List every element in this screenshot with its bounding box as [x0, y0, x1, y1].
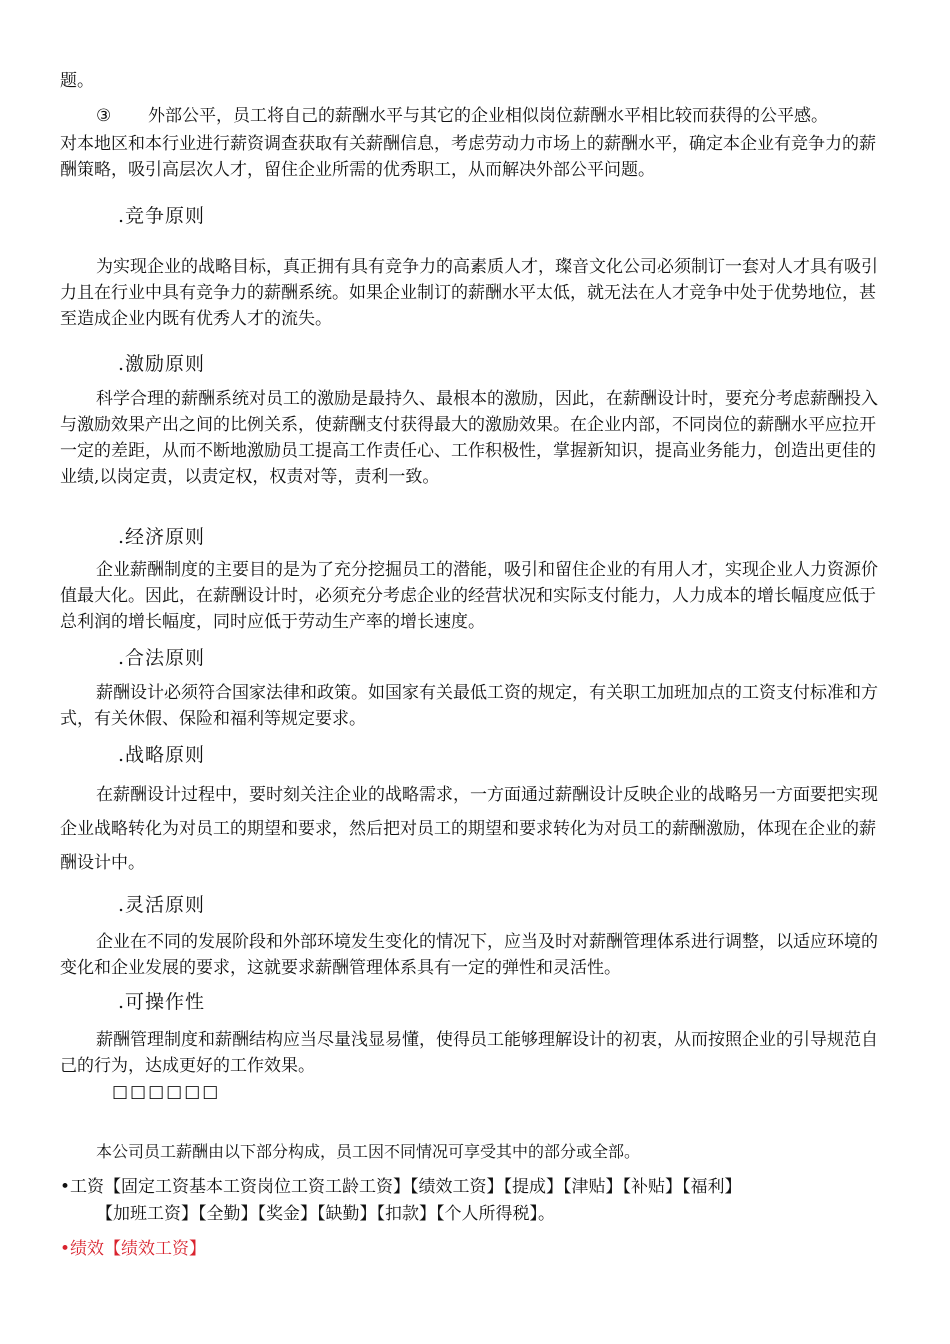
- fair-paragraph: 对本地区和本行业进行薪资调查获取有关薪酬信息，考虑劳动力市场上的薪酬水平，确定本企业有竞争力的薪酬策略，吸引高层次人才，留住企业所需的优秀职工，从而解决外部公平问题。: [60, 134, 876, 180]
- bullet-wage: •工资【固定工资基本工资岗位工资工龄工资】【绩效工资】【提成】【津贴】【补贴】【福利】: [60, 1177, 742, 1197]
- section-body: 企业薪酬制度的主要目的是为了充分挖掘员工的潜能，吸引和留住企业的有用人才，实现企业人力资源价值最大化。因此，在薪酬设计时，必须充分考虑企业的经营状况和实际支付能力，人力成本的增长幅度应低于总利润的增长幅度，同时应低于劳动生产率的增长速度。: [60, 560, 878, 632]
- top-fragment: 题。: [60, 71, 94, 91]
- section-body: 为实现企业的战略目标，真正拥有具有竞争力的高素质人才，璨音文化公司必须制订一套对人才具有吸引力且在行业中具有竞争力的薪酬系统。如果企业制订的薪酬水平太低，就无法在人才竞争中处于优势地位，甚至造成企业内既有优秀人才的流失。: [60, 257, 878, 329]
- fair-line1: 外部公平，员工将自己的薪酬水平与其它的企业相似岗位薪酬水平相比较而获得的公平感。: [148, 106, 828, 126]
- section-heading: .可操作性: [118, 991, 206, 1013]
- composition-intro: 本公司员工薪酬由以下部分构成，员工因不同情况可享受其中的部分或全部。: [96, 1142, 641, 1161]
- bullet-performance: •绩效【绩效工资】: [60, 1239, 207, 1259]
- section-body: 科学合理的薪酬系统对员工的激励是最持久、最根本的激励，因此，在薪酬设计时，要充分考虑薪酬投入与激励效果产出之间的比例关系，使薪酬支付获得最大的激励效果。在企业内部，不同岗位的薪酬水平应拉开一定的差距，从而不断地激励员工提高工作责任心、工作积极性，掌握新知识，提高业务能力，创造出更佳的业绩,以岗定责，以责定权，权责对等，责利一致。: [60, 389, 878, 487]
- section-heading: .激励原则: [118, 353, 206, 375]
- section-body: 在薪酬设计过程中，要时刻关注企业的战略需求，一方面通过薪酬设计反映企业的战略另一方面要把实现企业战略转化为对员工的期望和要求，然后把对员工的期望和要求转化为对员工的薪酬激励，体现在企业的薪酬设计中。: [60, 785, 878, 873]
- section-heading: .竞争原则: [118, 205, 206, 227]
- section-body: 薪酬管理制度和薪酬结构应当尽量浅显易懂，使得员工能够理解设计的初衷，从而按照企业的引导规范自己的行为，达成更好的工作效果。: [60, 1030, 878, 1076]
- section-heading: .合法原则: [118, 647, 206, 669]
- bullet-wage-continued: 【加班工资】【全勤】【奖金】【缺勤】【扣款】【个人所得税】。: [96, 1204, 555, 1224]
- placeholder-boxes: □□□□□□: [112, 1082, 221, 1102]
- section-heading: .灵活原则: [118, 894, 206, 916]
- fair-marker: ③: [96, 106, 112, 126]
- section-body: 薪酬设计必须符合国家法律和政策。如国家有关最低工资的规定，有关职工加班加点的工资支付标准和方式，有关休假、保险和福利等规定要求。: [60, 683, 878, 729]
- section-heading: .战略原则: [118, 744, 206, 766]
- section-body: 企业在不同的发展阶段和外部环境发生变化的情况下，应当及时对薪酬管理体系进行调整，以适应环境的变化和企业发展的要求，这就要求薪酬管理体系具有一定的弹性和灵活性。: [60, 932, 878, 978]
- section-heading: .经济原则: [118, 526, 206, 548]
